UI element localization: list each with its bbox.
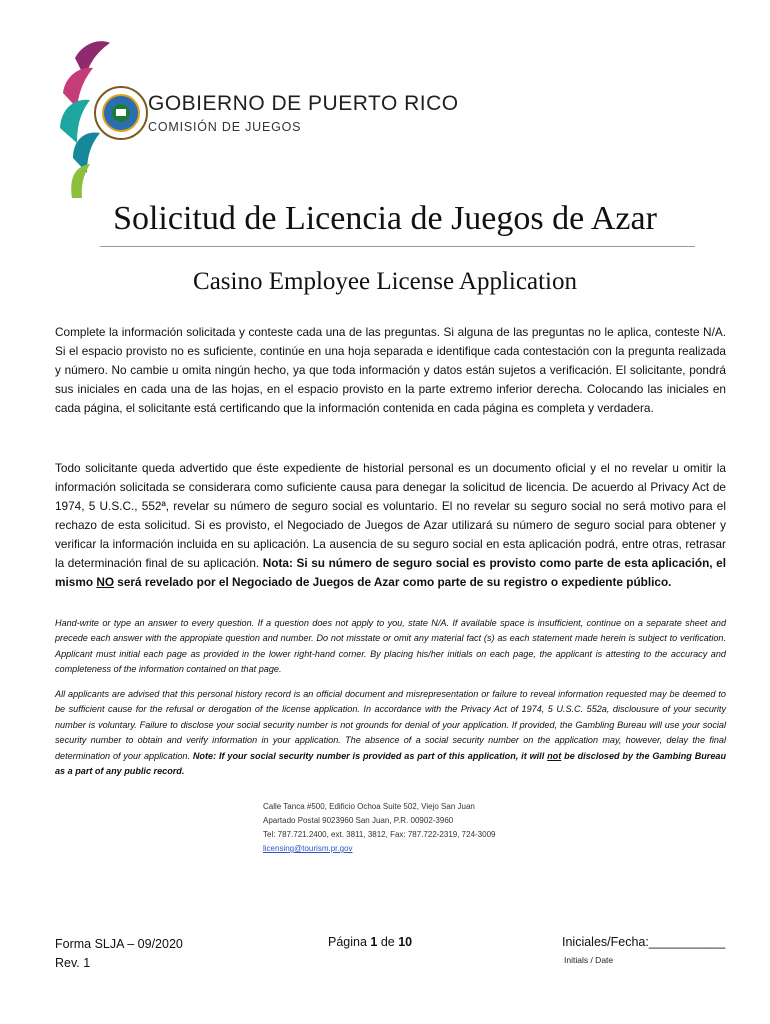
page-total: 10 <box>398 935 413 949</box>
privacy-notice-spanish-text: Todo solicitante queda advertido que éste expediente de historial personal es un documento oficial y el no revelar u omitir la información solicitada se considerara como suficiente causa para denegar la solicitud de licencia. De acuerdo al Privacy Act de 1974, 5 U.S.C., 552ª, revelar su número de seguro social es voluntario. El no revelar su seguro social no será motivo para el rechazo de esta solicitud. Si es provisto, el Negociado de Juegos de Azar utilizará su número de seguro social para obtener y verificar la información incluida en su aplicación. La ausencia de su seguro social en esta aplicación podrá, entre otras, retrasar la determinación final de su aplicación. <box>55 461 726 570</box>
email-link[interactable]: licensing@tourism.pr.gov <box>263 844 353 853</box>
initials-date-field[interactable]: Iniciales/Fecha:___________ <box>562 935 726 949</box>
privacy-notice-english <box>55 687 726 779</box>
logo-petal-green <box>71 164 90 198</box>
form-number: Forma SLJA – 09/2020 <box>55 937 183 951</box>
initials-date-caption: Initials / Date <box>564 955 614 965</box>
agency-address <box>263 800 495 856</box>
form-info <box>55 935 183 973</box>
title-spanish: Solicitud de Licencia de Juegos de Azar <box>113 200 657 237</box>
form-revision: Rev. 1 <box>55 956 91 970</box>
logo-title: GOBIERNO DE PUERTO RICO <box>148 92 459 115</box>
address-line-2: Apartado Postal 9023960 San Juan, P.R. 00902-3960 <box>263 816 454 825</box>
page-current: 1 <box>370 935 378 949</box>
privacy-note-spanish-underline: NO <box>96 575 115 589</box>
logo-subtitle: COMISIÓN DE JUEGOS <box>148 120 302 134</box>
logo-graphic <box>55 38 150 203</box>
instructions-spanish: Complete la información solicitada y conteste cada una de las preguntas. Si alguna de las preguntas no le aplica, conteste N/A. Si el espacio provisto no es suficiente, continúe en una hoja separada e identifique cada contestación con la pregunta realizada y número. No cambie u omita ningún hecho, ya que toda información y datos están sujetos a verificación. El solicitante, pondrá sus iniciales en cada una de las hojas, en el espacio provisto en la parte extremo inferior derecha. Colocando las iniciales en cada página, el solicitante está certificando que la información contenida en cada página es completa y verdadera. <box>55 325 726 415</box>
page-mid: de <box>377 935 399 949</box>
privacy-note-english-bold-a: Note: If your social security number is provided as part of this application, it will <box>192 750 545 761</box>
logo-text <box>148 92 459 134</box>
privacy-note-spanish-bold-a: Nota: Si su número de seguro social es provisto como parte de esta aplicación, el mismo <box>55 556 726 589</box>
address-line-1: Calle Tanca #500, Edificio Ochoa Suite 502, Viejo San Juan <box>263 802 475 811</box>
privacy-note-english-underline: not <box>547 750 562 761</box>
page-number <box>328 935 412 949</box>
agency-logo <box>55 38 475 203</box>
address-line-3: Tel: 787.721.2400, ext. 3811, 3812, Fax: 787.722-2319, 724-3009 <box>263 830 496 839</box>
privacy-notice-spanish <box>55 459 726 592</box>
title-english: Casino Employee License Application <box>193 268 577 295</box>
title-divider <box>100 246 695 247</box>
privacy-notice-english-text: All applicants are advised that this personal history record is an official document and misrepresentation or failure to reveal information requested may be deemed to be sufficient cause for the refusal or derogation of the license application. In accordance with the Privacy Act of 1974, 5 U.S.C. 552a, disclousure of your security number is voluntary. Failure to disclose your social security number is not grounds for denial of your application. If provided, the Gambling Bureau will use your social security number to obtain and verify information in your application. The absence of a social security number on the application may, however, delay the final determination of your application. <box>55 689 726 761</box>
privacy-note-english-bold-b: be disclosed by the Gambing Bureau as a part of any public record. <box>55 750 727 777</box>
seal-lamb <box>116 109 126 116</box>
page-prefix: Página <box>328 935 371 949</box>
privacy-note-spanish-bold-b: será revelado por el Negociado de Juegos de Azar como parte de su registro o expediente público. <box>117 575 672 589</box>
instructions-english: Hand-write or type an answer to every question. If a question does not apply to you, state N/A. If available space is insufficient, continue on a separate sheet and precede each answer with the appropiate question and number. Do not misstate or omit any material fact (s) as each statement made herein is subject to verification. Applicant must initial each page as provided in the lower right-hand corner. By placing his/her initials on each page, the applicant is attesting to the accuracy and completeness of the information contained on that page. <box>55 618 726 675</box>
